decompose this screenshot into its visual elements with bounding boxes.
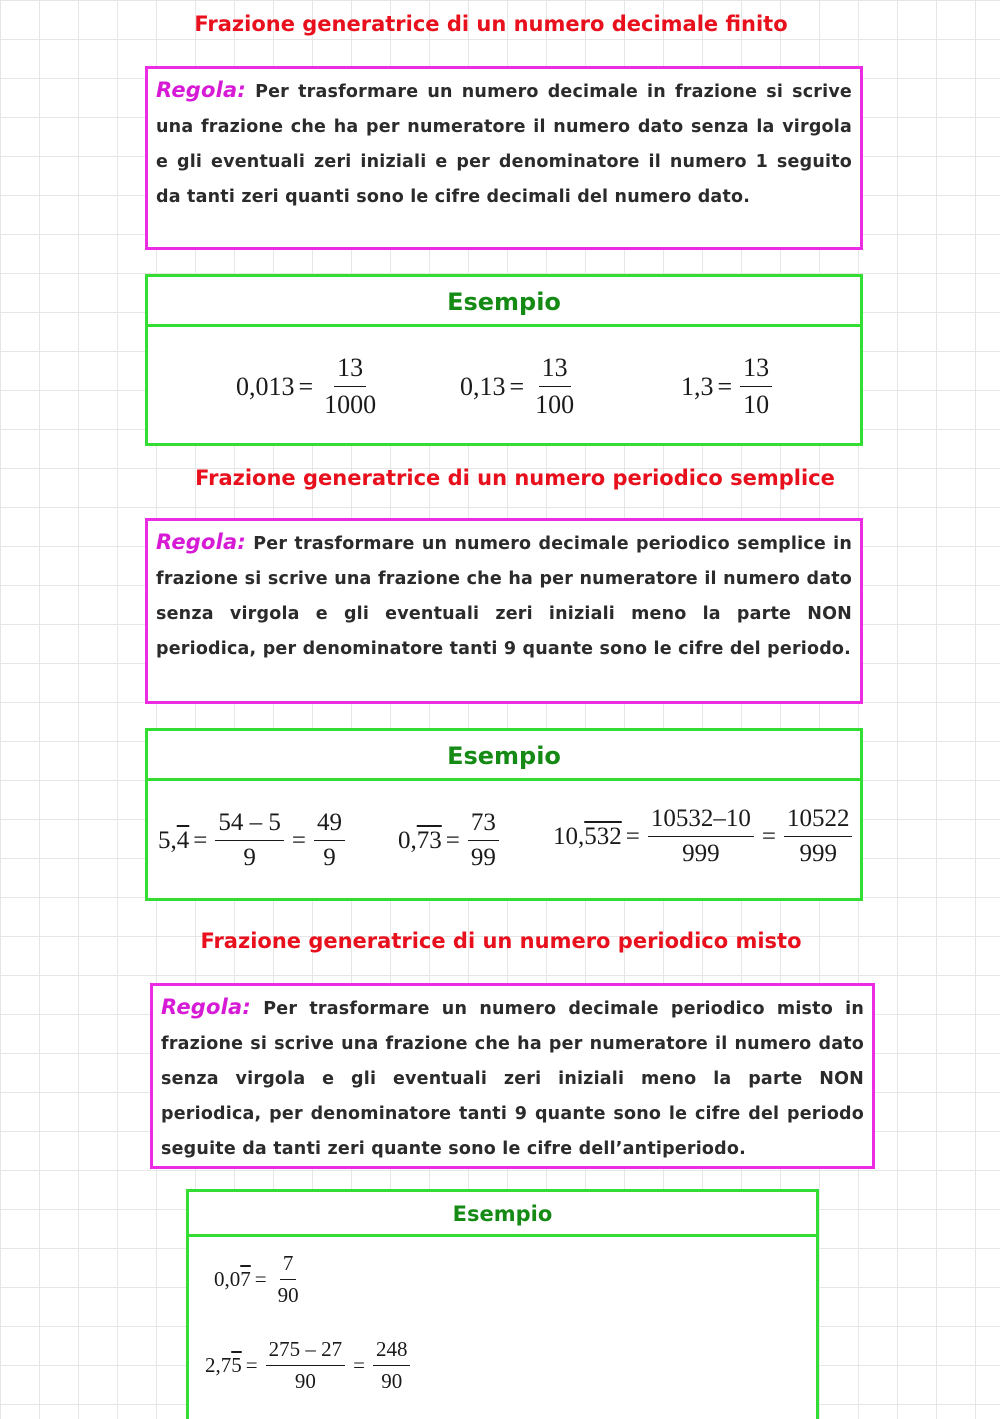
example-box-periodico-semplice [145,728,863,901]
denominator: 100 [535,390,575,419]
rule-label: Regola: [161,995,251,1019]
example-box-periodico-misto [186,1189,819,1419]
numerator: 7 [280,1251,297,1280]
equals-sign: = [445,826,460,854]
example-body [148,781,860,898]
equals-sign: = [717,371,733,401]
equals-sign: = [298,371,314,401]
equals-sign: = [291,826,306,854]
numerator: 54 – 5 [215,809,284,841]
integer-part: 0, [398,826,417,854]
integer-part: 2,7 [205,1353,232,1377]
denominator: 9 [243,844,256,871]
denominator: 999 [799,840,837,867]
fraction [373,1337,411,1394]
example-title: Esempio [148,731,860,781]
integer-part: 5, [158,826,177,854]
fraction [275,1251,302,1308]
numerator: 49 [314,809,345,841]
example-title: Esempio [189,1192,816,1237]
equals-sign: = [193,826,208,854]
equals-sign: = [254,1267,267,1291]
rule-body: Per trasformare un numero decimale periodico misto in frazione si scrive una frazione che ha per numeratore il numero dato senza virgola e gli eventuali zeri iniziali meno la parte NON periodica, per denominatore tanti 9 quante sono le cifre del periodo seguite da tanti zeri quante sono le cifre dell’antiperiodo. [161,999,864,1159]
denominator: 99 [470,844,496,871]
denominator: 10 [743,390,770,419]
example-body [189,1237,816,1419]
rule-text [156,525,852,667]
rule-text [161,990,864,1167]
rule-box-decimale-finito [145,66,863,250]
section-title-decimale-finito: Frazione generatrice di un numero decimale finito [194,12,788,36]
example-formula [236,353,383,420]
formula-lhs: 0,013 [236,371,295,401]
example-formula [158,809,349,872]
numerator: 10532–10 [648,805,754,837]
period-digits: 73 [416,826,442,854]
denominator: 999 [682,840,720,867]
period-digits: 7 [240,1267,251,1291]
numerator: 248 [373,1337,411,1366]
fraction [532,353,577,420]
rule-label: Regola: [156,78,246,102]
rule-box-periodico-semplice [145,518,863,704]
numerator: 73 [468,809,499,841]
period-digits: 4 [176,826,190,854]
fraction [784,805,853,868]
numerator: 10522 [784,805,853,837]
example-box-decimale-finito [145,274,863,446]
formula-lhs: 1,3 [681,371,714,401]
fraction [468,809,499,872]
period-digits: 532 [584,822,622,850]
formula-lhs: 0,13 [460,371,506,401]
example-title: Esempio [148,277,860,327]
example-formula [205,1337,414,1394]
fraction [740,353,772,420]
fraction [314,809,345,872]
denominator: 90 [277,1283,299,1307]
equals-sign: = [509,371,525,401]
section-title-periodico-semplice: Frazione generatrice di un numero periodico semplice [195,466,835,490]
section-title-periodico-misto: Frazione generatrice di un numero periodico misto [200,929,802,953]
equals-sign: = [625,822,640,850]
rule-body: Per trasformare un numero decimale periodico semplice in frazione si scrive una frazione che ha per numeratore il numero dato senza virgola e gli eventuali zeri iniziali meno la parte NON periodica, per denominatore tanti 9 quante sono le cifre del periodo. [156,534,852,659]
rule-box-periodico-misto [150,983,875,1169]
numerator: 13 [539,353,571,387]
example-formula [553,805,856,868]
denominator: 1000 [324,390,377,419]
example-formula [681,353,776,420]
example-formula [460,353,581,420]
fraction [648,805,754,868]
example-body [148,327,860,443]
numerator: 13 [740,353,772,387]
rule-text [156,73,852,215]
fraction [215,809,284,872]
fraction [321,353,379,420]
integer-part: 10, [553,822,585,850]
equals-sign: = [245,1353,258,1377]
rule-body: Per trasformare un numero decimale in frazione si scrive una frazione che ha per numeratore il numero dato senza la virgola e gli eventuali zeri iniziali e per denominatore il numero 1 seguito da tanti zeri quanti sono le cifre decimali del numero dato. [156,82,852,207]
equals-sign: = [353,1353,365,1377]
equals-sign: = [761,822,776,850]
numerator: 275 – 27 [266,1337,346,1366]
numerator: 13 [334,353,366,387]
denominator: 90 [294,1369,316,1393]
example-formula [398,809,503,872]
rule-label: Regola: [156,530,246,554]
integer-part: 0,0 [214,1267,241,1291]
denominator: 90 [381,1369,403,1393]
denominator: 9 [323,844,336,871]
period-digits: 5 [231,1353,242,1377]
example-formula [214,1251,306,1308]
fraction [266,1337,346,1394]
